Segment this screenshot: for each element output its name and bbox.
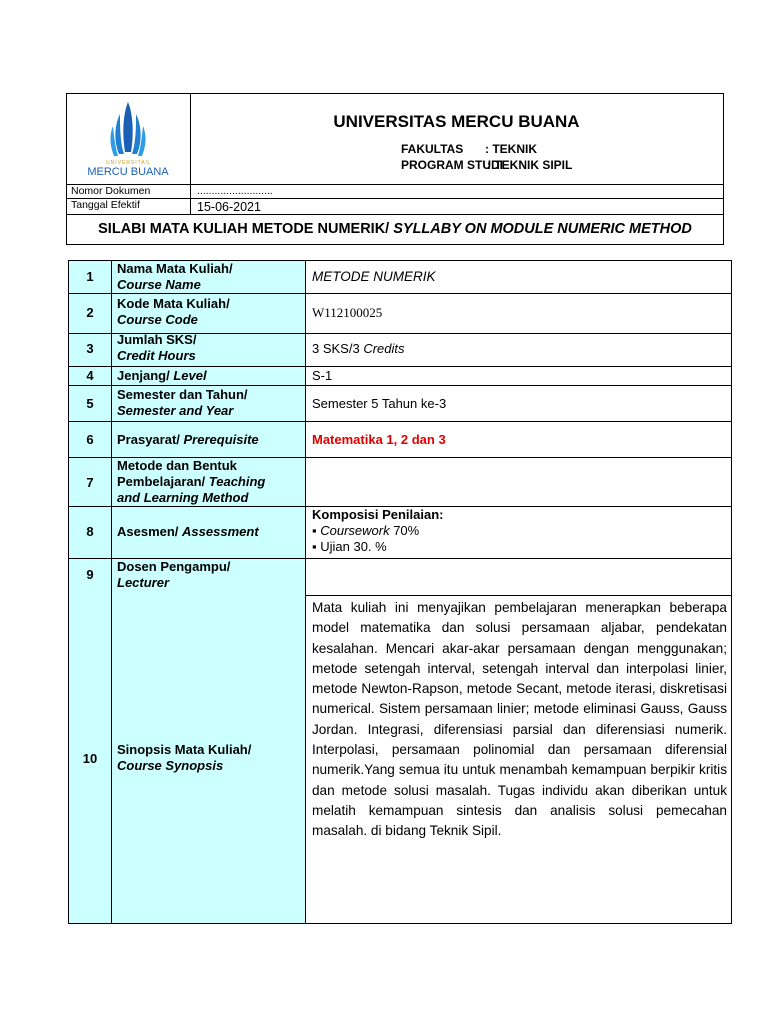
prerequisite-value: Matematika 1, 2 dan 3 <box>312 432 446 447</box>
fakultas-value: : TEKNIK : TEKNIK SIPIL <box>485 142 573 172</box>
syllabus-title: SILABI MATA KULIAH METODE NUMERIK/ SYLLABY ON MODULE NUMERIC METHOD <box>98 221 692 237</box>
level-value: S-1 <box>312 368 333 383</box>
course-synopsis-text: Mata kuliah ini menyajikan pembelajaran menerapkan beberapa model matematika dan solusi persamaan aljabar, pendekatan kesalahan. Mencari akar-akar persamaan dengan menggunakan; metode setengah interval, setengah interval dan interpolasi linier, metode Newton-Rapson, metode Secant, metode iterasi, diskretisasi numerical. Sistem persamaan linier; metode eliminasi Gauss, Gauss Jordan. Integrasi, diferensiasi parsial dan diferensiasi numerik. Interpolasi, persamaan polinomial dan persamaan diferensial numerik.Yang semua itu untuk menambah kemampuan berpikir kritis dan metode solusi masalah. Tugas individu akan diberikan untuk melatih kemampuan sintesis dan analisis solusi pemecahan masalah. di bidang Teknik Sipil. <box>312 600 727 839</box>
nomor-dokumen-value: .......................... <box>197 185 273 197</box>
course-code-value: W112100025 <box>312 305 383 320</box>
lecturer-label: Dosen Pengampu/ Lecturer <box>117 559 231 590</box>
assessment-bullet-ujian: ▪ Ujian 30. % <box>312 539 387 554</box>
svg-text:MERCU BUANA: MERCU BUANA <box>87 166 169 178</box>
fakultas-label: FAKULTAS PROGRAM STUDI <box>401 142 503 172</box>
semester-year-label: Semester dan Tahun/ Semester and Year <box>117 387 248 418</box>
semester-year-value: Semester 5 Tahun ke-3 <box>312 396 447 411</box>
row-number-7: 7 <box>86 475 94 490</box>
row-number-5: 5 <box>86 396 94 411</box>
assessment-title: Komposisi Penilaian: <box>312 507 444 522</box>
assessment-value <box>312 507 443 555</box>
course-code-label: Kode Mata Kuliah/ Course Code <box>117 296 230 327</box>
row-number-9: 9 <box>86 567 94 582</box>
row-number-10: 10 <box>82 751 98 766</box>
assessment-bullet-coursework: ▪ Coursework 70% <box>312 523 420 538</box>
row-number-6: 6 <box>86 432 94 447</box>
prerequisite-label: Prasyarat/ Prerequisite <box>117 432 259 447</box>
tanggal-efektif-label: Tanggal Efektif <box>71 199 140 211</box>
teaching-method-label: Metode dan Bentuk Pembelajaran/ Teaching and Learning Method <box>117 458 266 505</box>
row-number-1: 1 <box>86 269 94 284</box>
syllabus-table <box>68 260 732 924</box>
course-name-label: Nama Mata Kuliah/ Course Name <box>117 261 233 292</box>
university-name: UNIVERSITAS MERCU BUANA <box>333 112 580 131</box>
credit-hours-label: Jumlah SKS/ Credit Hours <box>117 332 197 363</box>
credit-hours-value: 3 SKS/3 Credits <box>312 341 405 356</box>
row-number-2: 2 <box>86 305 94 320</box>
tanggal-efektif-value: 15-06-2021 <box>197 200 261 214</box>
course-synopsis-label: Sinopsis Mata Kuliah/ Course Synopsis <box>117 742 252 773</box>
course-name-value: METODE NUMERIK <box>312 269 436 284</box>
row-number-8: 8 <box>86 524 94 539</box>
university-logo <box>67 94 190 184</box>
svg-text:UNIVERSITAS: UNIVERSITAS <box>106 160 150 166</box>
mercu-buana-logo-icon <box>67 94 190 184</box>
assessment-label: Asesmen/ Assessment <box>117 524 259 539</box>
row-number-4: 4 <box>86 368 94 383</box>
nomor-dokumen-label: Nomor Dokumen <box>71 185 151 197</box>
level-label: Jenjang/ Level <box>117 368 207 383</box>
row-number-3: 3 <box>86 341 94 356</box>
document-header <box>66 93 724 245</box>
